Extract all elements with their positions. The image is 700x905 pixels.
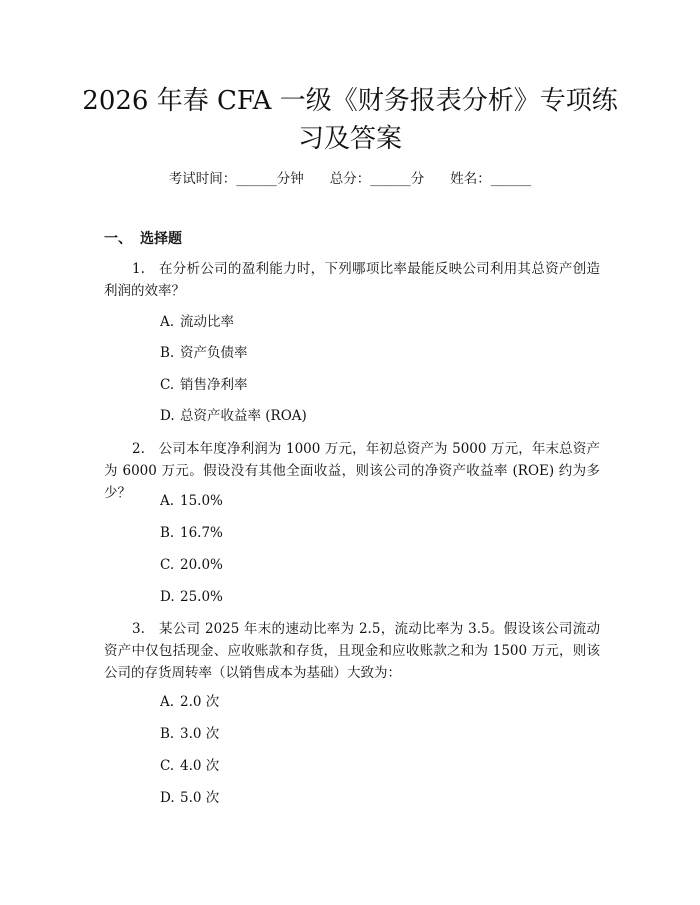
question-3: 3. 某公司 2025 年末的速动比率为 2.5，流动比率为 3.5。假设该公司流动资产中仅包括现金、应收账款和存货，且现金和应收账款之和为 1500 万元，则该公司的存货周转率（以销售成本为基础）大致为：	[104, 621, 600, 681]
question-1: 1. 在分析公司的盈利能力时，下列哪项比率最能反映公司利用其总资产创造利润的效率？	[104, 261, 600, 299]
option-letter: A.	[160, 694, 175, 710]
option-letter: B.	[160, 525, 175, 541]
score-label: 总分：	[329, 171, 371, 187]
question-2: 2. 公司本年度净利润为 1000 万元，年初总资产为 5000 万元，年末总资产为 6000 万元。假设没有其他全面收益，则该公司的净资产收益率 (ROE) 约为多少？	[104, 441, 600, 501]
question-1-option-c	[160, 375, 248, 395]
option-text: 流动比率	[180, 314, 234, 330]
question-3-option-c	[160, 756, 219, 776]
option-letter: A.	[160, 493, 175, 509]
question-1-option-d	[160, 406, 307, 426]
question-3-option-a	[160, 692, 219, 712]
option-letter: D.	[160, 589, 175, 605]
section-title: 选择题	[140, 231, 182, 247]
question-2-option-a	[160, 491, 223, 511]
question-2-option-d	[160, 587, 223, 607]
question-3-option-d	[160, 788, 219, 808]
option-letter: D.	[160, 408, 175, 424]
time-label: 考试时间：	[168, 171, 237, 187]
section-heading	[104, 229, 182, 249]
option-letter: A.	[160, 314, 175, 330]
option-text: 15.0%	[180, 493, 223, 509]
option-text: 20.0%	[180, 557, 223, 573]
option-letter: C.	[160, 377, 175, 393]
option-text: 3.0 次	[180, 726, 220, 742]
question-1-option-b	[160, 343, 248, 363]
question-1-option-a	[160, 312, 234, 332]
time-blank: ______	[236, 171, 277, 187]
option-text: 总资产收益率 (ROA)	[180, 408, 307, 424]
option-text: 4.0 次	[180, 758, 220, 774]
option-text: 资产负债率	[180, 345, 248, 361]
exam-meta	[0, 169, 700, 189]
score-blank: ______	[370, 171, 411, 187]
option-letter: D.	[160, 790, 175, 806]
question-3-option-b	[160, 724, 219, 744]
time-unit: 分钟	[276, 171, 304, 187]
document-title: 2026 年春 CFA 一级《财务报表分析》专项练习及答案	[82, 86, 618, 154]
option-text: 5.0 次	[180, 790, 220, 806]
option-letter: B.	[160, 345, 175, 361]
option-letter: B.	[160, 726, 175, 742]
option-text: 销售净利率	[180, 377, 248, 393]
name-label: 姓名：	[450, 171, 491, 187]
option-text: 25.0%	[180, 589, 223, 605]
option-letter: C.	[160, 758, 175, 774]
name-blank: ______	[490, 171, 532, 187]
option-text: 16.7%	[180, 525, 223, 541]
option-text: 2.0 次	[180, 694, 220, 710]
question-2-option-c	[160, 555, 223, 575]
score-unit: 分	[410, 171, 425, 187]
section-number: 一、	[104, 231, 132, 247]
option-letter: C.	[160, 557, 175, 573]
question-2-option-b	[160, 523, 223, 543]
